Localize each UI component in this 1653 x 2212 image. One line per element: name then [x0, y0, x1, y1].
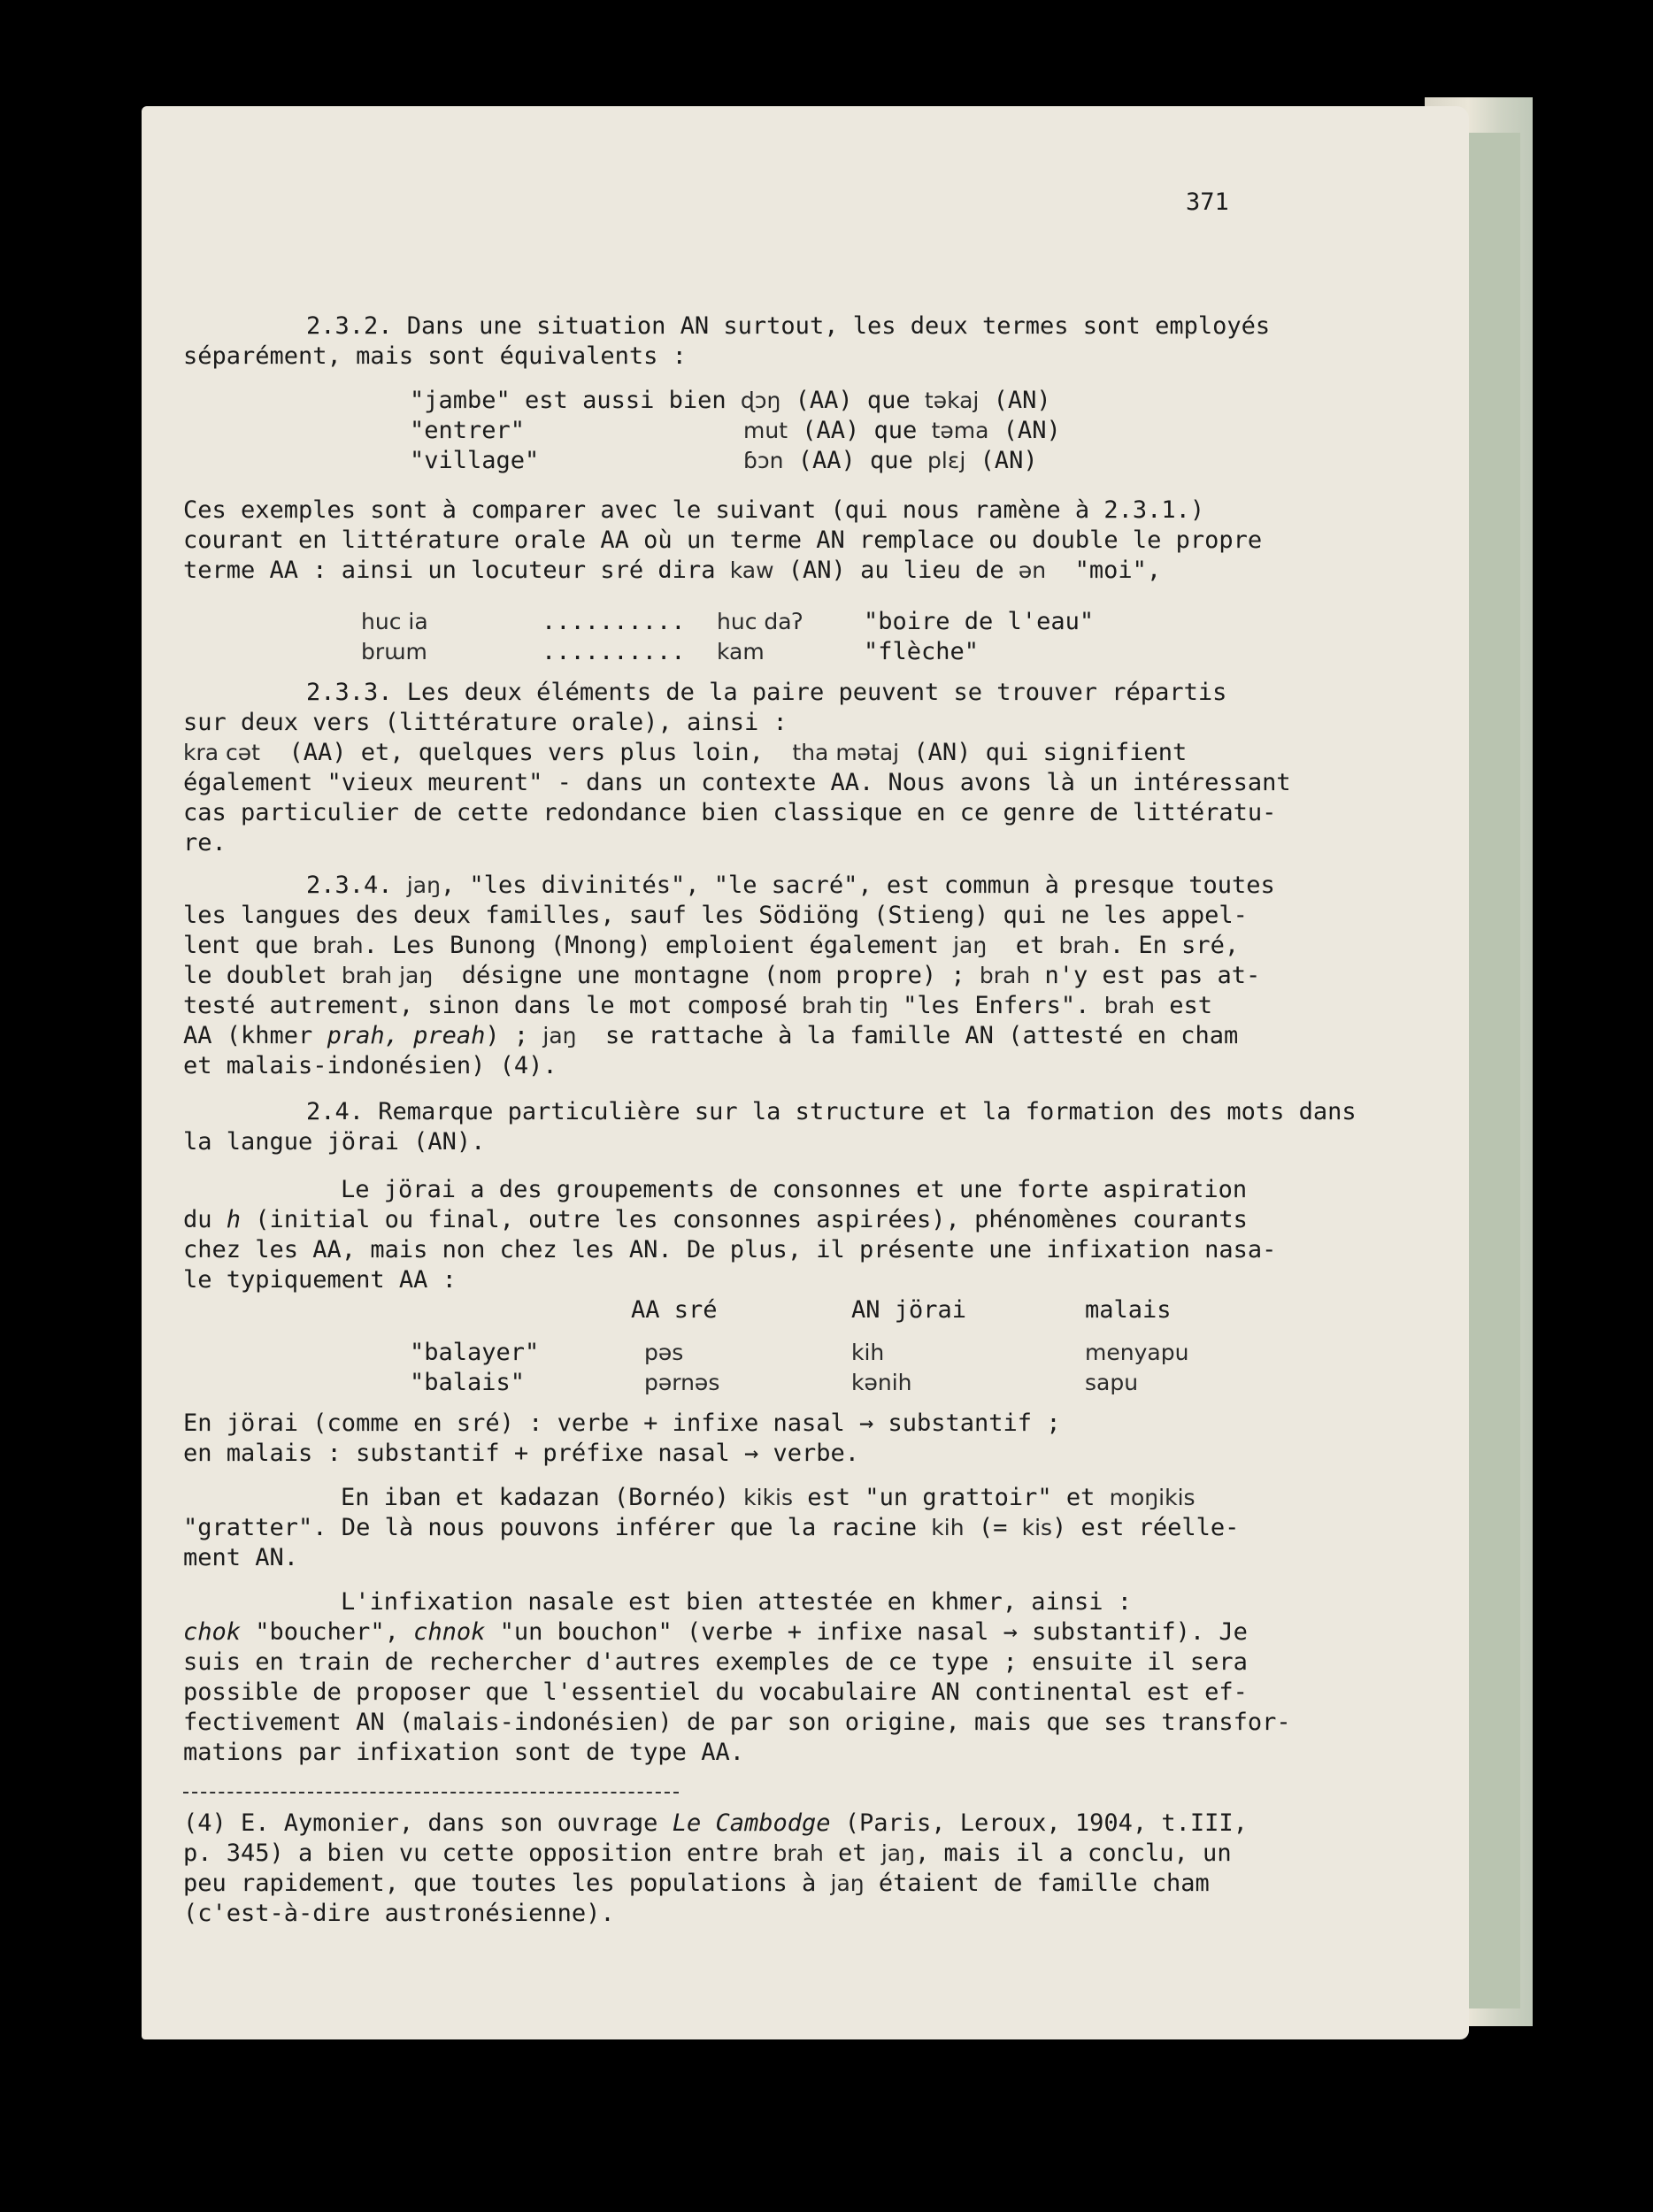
khmer-line4: possible de proposer que l'essentiel du vocabulaire AN continental est ef-	[183, 1678, 1248, 1706]
ipa-term: moŋikis	[1109, 1485, 1196, 1510]
footnote-line4: (c'est-à-dire austronésienne).	[183, 1900, 615, 1927]
table-aa: pəs	[644, 1340, 684, 1365]
italic-term: h	[226, 1206, 242, 1233]
iban-line2: "gratter". De là nous pouvons inférer que la racine kih (= kis) est réelle-	[183, 1514, 1240, 1541]
khmer-line6: mations par infixation sont de type AA.	[183, 1739, 744, 1766]
italic-term: Le Cambodge	[672, 1809, 831, 1837]
ipa-term: brah jaŋ	[341, 963, 434, 988]
table-an: kih	[851, 1340, 885, 1365]
s234-line5: testé autrement, sinon dans le mot composé brah tiŋ "les Enfers". brah est	[183, 992, 1213, 1019]
s234-line6: AA (khmer prah, preah) ; jaŋ se rattache à la famille AN (attesté en cham	[183, 1022, 1239, 1049]
table-malay: sapu	[1085, 1370, 1139, 1395]
aa-term: ɖɔŋ	[740, 388, 781, 413]
table-an: kənih	[851, 1370, 912, 1395]
s233-line2: sur deux vers (littérature orale), ainsi :	[183, 709, 788, 736]
example-row-terms	[743, 446, 1038, 475]
khmer-line2: chok "boucher", chnok "un bouchon" (verbe + infixe nasal → substantif). Je	[183, 1618, 1248, 1646]
pair-term: huc ia	[361, 609, 428, 634]
book-cover-edge	[1469, 133, 1520, 2008]
page-number: 371	[1186, 188, 1229, 216]
footnote-line3: peu rapidement, que toutes les populations à jaŋ étaient de famille cham	[183, 1870, 1210, 1897]
ipa-term: jaŋ	[880, 1840, 915, 1866]
italic-term: chok	[183, 1618, 242, 1646]
ipa-term: kaw	[729, 557, 774, 583]
example-row	[410, 386, 1051, 415]
ipa-term: brah	[1058, 933, 1110, 958]
compare-line3: terme AA : ainsi un locuteur sré dira kaw (AN) au lieu de ən "moi",	[183, 557, 1162, 584]
table-header: malais	[1085, 1296, 1172, 1324]
example-row	[410, 416, 525, 445]
ipa-term: kra cət	[183, 740, 260, 765]
s24-line2: la langue jörai (AN).	[183, 1128, 486, 1156]
gloss: "village"	[410, 447, 540, 474]
rule-jorai: En jörai (comme en sré) : verbe + infixe nasal → substantif ;	[183, 1409, 1061, 1437]
s24-p1-line3: chez les AA, mais non chez les AN. De plus, il présente une infixation nasa-	[183, 1236, 1277, 1263]
s232-line1: 2.3.2. Dans une situation AN surtout, les deux termes sont employés	[306, 312, 1271, 340]
khmer-line3: suis en train de rechercher d'autres exemples de ce type ; ensuite il sera	[183, 1648, 1248, 1676]
gloss: "jambe" est aussi bien	[410, 387, 741, 414]
table-malay: menyapu	[1085, 1340, 1189, 1365]
pair-term: huc daʔ	[717, 609, 803, 634]
ipa-term: ən	[1018, 557, 1047, 583]
ipa-term: tha mətaj	[792, 740, 900, 765]
an-term: təkaj	[924, 388, 980, 413]
ipa-term: jaŋ	[406, 872, 441, 898]
s24-p1-line2: du h (initial ou final, outre les consonnes aspirées), phénomènes courants	[183, 1206, 1248, 1233]
connector: (AA) que	[780, 387, 925, 414]
connector: (AA) que	[783, 447, 928, 474]
s234-line1: 2.3.4. jaŋ, "les divinités", "le sacré", est commun à presque toutes	[306, 872, 1275, 899]
aa-term: ɓɔn	[743, 448, 784, 473]
italic-term: prah, preah	[327, 1022, 486, 1049]
ipa-term: kih	[931, 1515, 965, 1540]
khmer-line5: fectivement AN (malais-indonésien) de par son origine, mais que ses transfor-	[183, 1709, 1291, 1736]
aa-term: mut	[743, 418, 788, 443]
iban-line1: En iban et kadazan (Bornéo) kikis est "un grattoir" et moŋikis	[341, 1484, 1196, 1511]
s234-line3: lent que brah. Les Bunong (Mnong) emploient également jaŋ et brah. En sré,	[183, 932, 1240, 959]
pair-gloss: "boire de l'eau"	[864, 608, 1095, 635]
iban-line3: ment AN.	[183, 1544, 299, 1571]
label: (AN)	[979, 387, 1051, 414]
connector: (AA) que	[788, 417, 932, 444]
compare-line1: Ces exemples sont à comparer avec le suivant (qui nous ramène à 2.3.1.)	[183, 496, 1205, 524]
s233-line4: également "vieux meurent" - dans un contexte AA. Nous avons là un intéressant	[183, 769, 1291, 796]
ipa-term: kikis	[743, 1485, 794, 1510]
footnote-line1: (4) E. Aymonier, dans son ouvrage Le Cambodge (Paris, Leroux, 1904, t.III,	[183, 1809, 1248, 1837]
table-header: AA sré	[631, 1296, 718, 1324]
table-gloss: "balais"	[410, 1369, 526, 1396]
s233-line3: kra cət (AA) et, quelques vers plus loin, tha mətaj (AN) qui signifient	[183, 739, 1188, 766]
s232-line2: séparément, mais sont équivalents :	[183, 342, 687, 370]
ipa-term: jaŋ	[830, 1870, 865, 1896]
s233-line5: cas particulier de cette redondance bien classique en ce genre de littératu-	[183, 799, 1277, 826]
ipa-term: brah	[312, 933, 364, 958]
pair-term: kam	[717, 639, 765, 664]
ipa-term: brah	[979, 963, 1031, 988]
an-term: təma	[931, 418, 989, 443]
rule-malay: en malais : substantif + préfixe nasal → verbe.	[183, 1440, 860, 1467]
example-row-terms	[743, 416, 1061, 445]
example-row	[410, 446, 539, 475]
an-term: plɛj	[927, 448, 966, 473]
pair-term: brɯm	[361, 639, 427, 664]
gloss: "entrer"	[410, 417, 526, 444]
s234-line2: les langues des deux familles, sauf les Södiöng (Stieng) qui ne les appel-	[183, 902, 1248, 929]
s24-p1-line1: Le jörai a des groupements de consonnes et une forte aspiration	[341, 1176, 1248, 1203]
compare-line2: courant en littérature orale AA où un terme AN remplace ou double le propre	[183, 526, 1263, 554]
label: (AN)	[965, 447, 1038, 474]
s234-line4: le doublet brah jaŋ désigne une montagne (nom propre) ; brah n'y est pas at-	[183, 962, 1261, 989]
footnote-separator	[183, 1792, 679, 1793]
footnote-line2: p. 345) a bien vu cette opposition entre brah et jaŋ, mais il a conclu, un	[183, 1839, 1232, 1867]
ipa-term: jaŋ	[542, 1023, 577, 1048]
label: (AN)	[988, 417, 1061, 444]
table-header: AN jörai	[851, 1296, 967, 1324]
ipa-term: brah tiŋ	[801, 993, 888, 1018]
table-gloss: "balayer"	[410, 1339, 540, 1366]
s24-line1: 2.4. Remarque particulière sur la structure et la formation des mots dans	[306, 1098, 1357, 1125]
ipa-term: brah	[1103, 993, 1155, 1018]
s234-line7: et malais-indonésien) (4).	[183, 1052, 557, 1079]
table-aa: pərnəs	[644, 1370, 720, 1395]
pair-gloss: "flèche"	[864, 638, 980, 665]
ipa-term: kis	[1021, 1515, 1053, 1540]
ipa-term: brah	[773, 1840, 824, 1866]
khmer-line1: L'infixation nasale est bien attestée en khmer, ainsi :	[341, 1588, 1133, 1616]
leader-dots: ..........	[542, 608, 686, 635]
leader-dots: ..........	[542, 638, 686, 665]
s233-line6: re.	[183, 829, 227, 856]
ipa-term: jaŋ	[953, 933, 988, 958]
s24-p1-line4: le typiquement AA :	[183, 1266, 457, 1294]
italic-term: chnok	[413, 1618, 486, 1646]
s233-line1: 2.3.3. Les deux éléments de la paire peuvent se trouver répartis	[306, 679, 1227, 706]
